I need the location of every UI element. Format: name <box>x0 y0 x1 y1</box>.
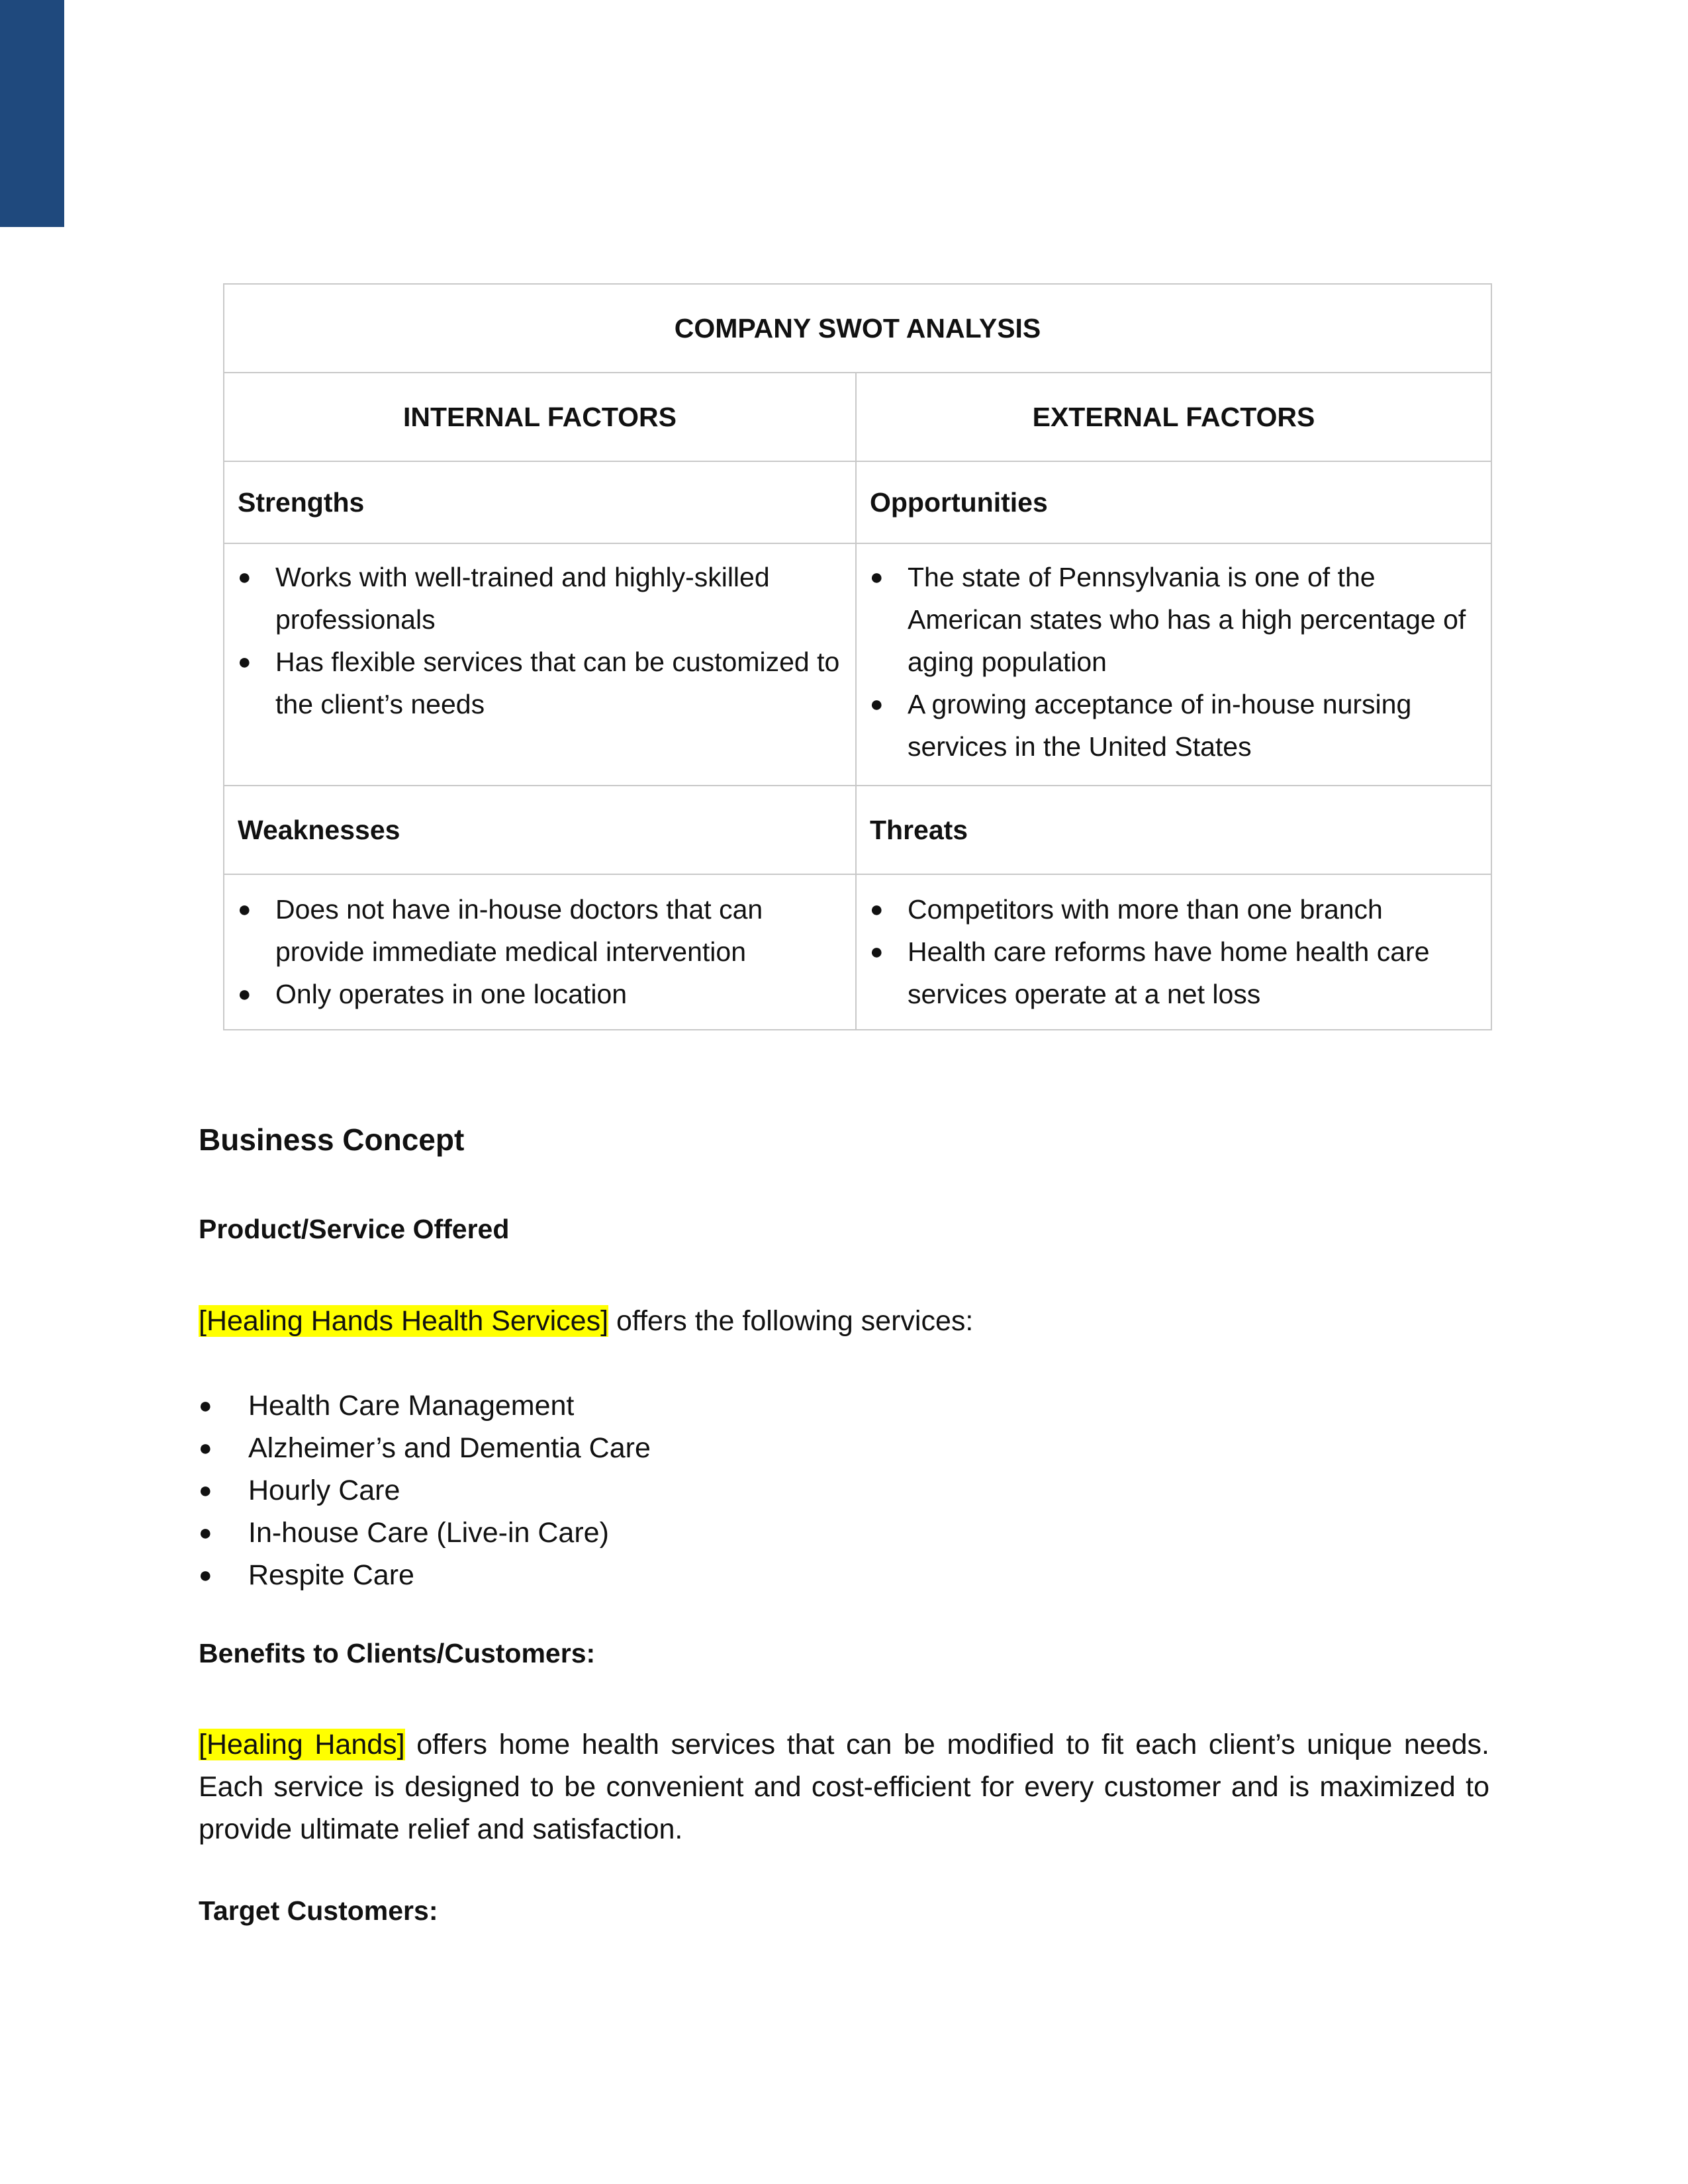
list-item: ● Only operates in one location <box>238 973 842 1015</box>
strengths-list <box>238 556 842 725</box>
target-customers-heading: Target Customers: <box>199 1895 438 1926</box>
benefits-paragraph <box>199 1723 1489 1850</box>
benefits-text: offers home health services that can be modified to fit each client’s unique needs. Each service is designed to be convenient and cost-efficient for every customer and is maximized to provide ultimate relief and satisfaction. <box>199 1729 1489 1845</box>
internal-factors-header: INTERNAL FACTORS <box>224 373 856 461</box>
list-item: ● The state of Pennsylvania is one of the American states who has a high percentage of aging population <box>870 556 1477 683</box>
list-item: ● Has flexible services that can be customized to the client’s needs <box>238 641 842 725</box>
strengths-header: Strengths <box>224 461 856 543</box>
strengths-cell <box>224 543 856 786</box>
list-item: ● Alzheimer’s and Dementia Care <box>199 1427 1489 1469</box>
services-intro-text: offers the following services: <box>608 1305 974 1337</box>
list-item: ● Respite Care <box>199 1554 1489 1596</box>
corner-accent-bar <box>0 0 64 227</box>
weaknesses-header: Weaknesses <box>224 786 856 874</box>
services-list-container <box>199 1385 1489 1596</box>
product-service-heading: Product/Service Offered <box>199 1214 510 1244</box>
threats-cell <box>856 874 1491 1030</box>
threats-list <box>870 888 1477 1015</box>
swot-table <box>223 283 1492 1030</box>
weaknesses-cell <box>224 874 856 1030</box>
list-item: ● Works with well-trained and highly-skilled professionals <box>238 556 842 641</box>
opportunities-cell <box>856 543 1491 786</box>
opportunities-header: Opportunities <box>856 461 1491 543</box>
services-intro <box>199 1300 1489 1342</box>
weaknesses-list <box>238 888 842 1015</box>
external-factors-header: EXTERNAL FACTORS <box>856 373 1491 461</box>
company-short-name-highlight: [Healing Hands] <box>199 1729 405 1760</box>
list-item: ● A growing acceptance of in-house nursing services in the United States <box>870 683 1477 768</box>
benefits-heading: Benefits to Clients/Customers: <box>199 1638 596 1668</box>
opportunities-list <box>870 556 1477 768</box>
company-name-highlight: [Healing Hands Health Services] <box>199 1305 609 1337</box>
list-item: ● Health care reforms have home health care services operate at a net loss <box>870 931 1477 1015</box>
list-item: ● Hourly Care <box>199 1469 1489 1512</box>
list-item: ● Health Care Management <box>199 1385 1489 1427</box>
list-item: ● Does not have in-house doctors that can provide immediate medical intervention <box>238 888 842 973</box>
list-item: ● In-house Care (Live-in Care) <box>199 1512 1489 1554</box>
business-concept-heading: Business Concept <box>199 1122 465 1157</box>
swot-title: COMPANY SWOT ANALYSIS <box>224 284 1491 373</box>
list-item: ● Competitors with more than one branch <box>870 888 1477 931</box>
services-list <box>199 1385 1489 1596</box>
threats-header: Threats <box>856 786 1491 874</box>
